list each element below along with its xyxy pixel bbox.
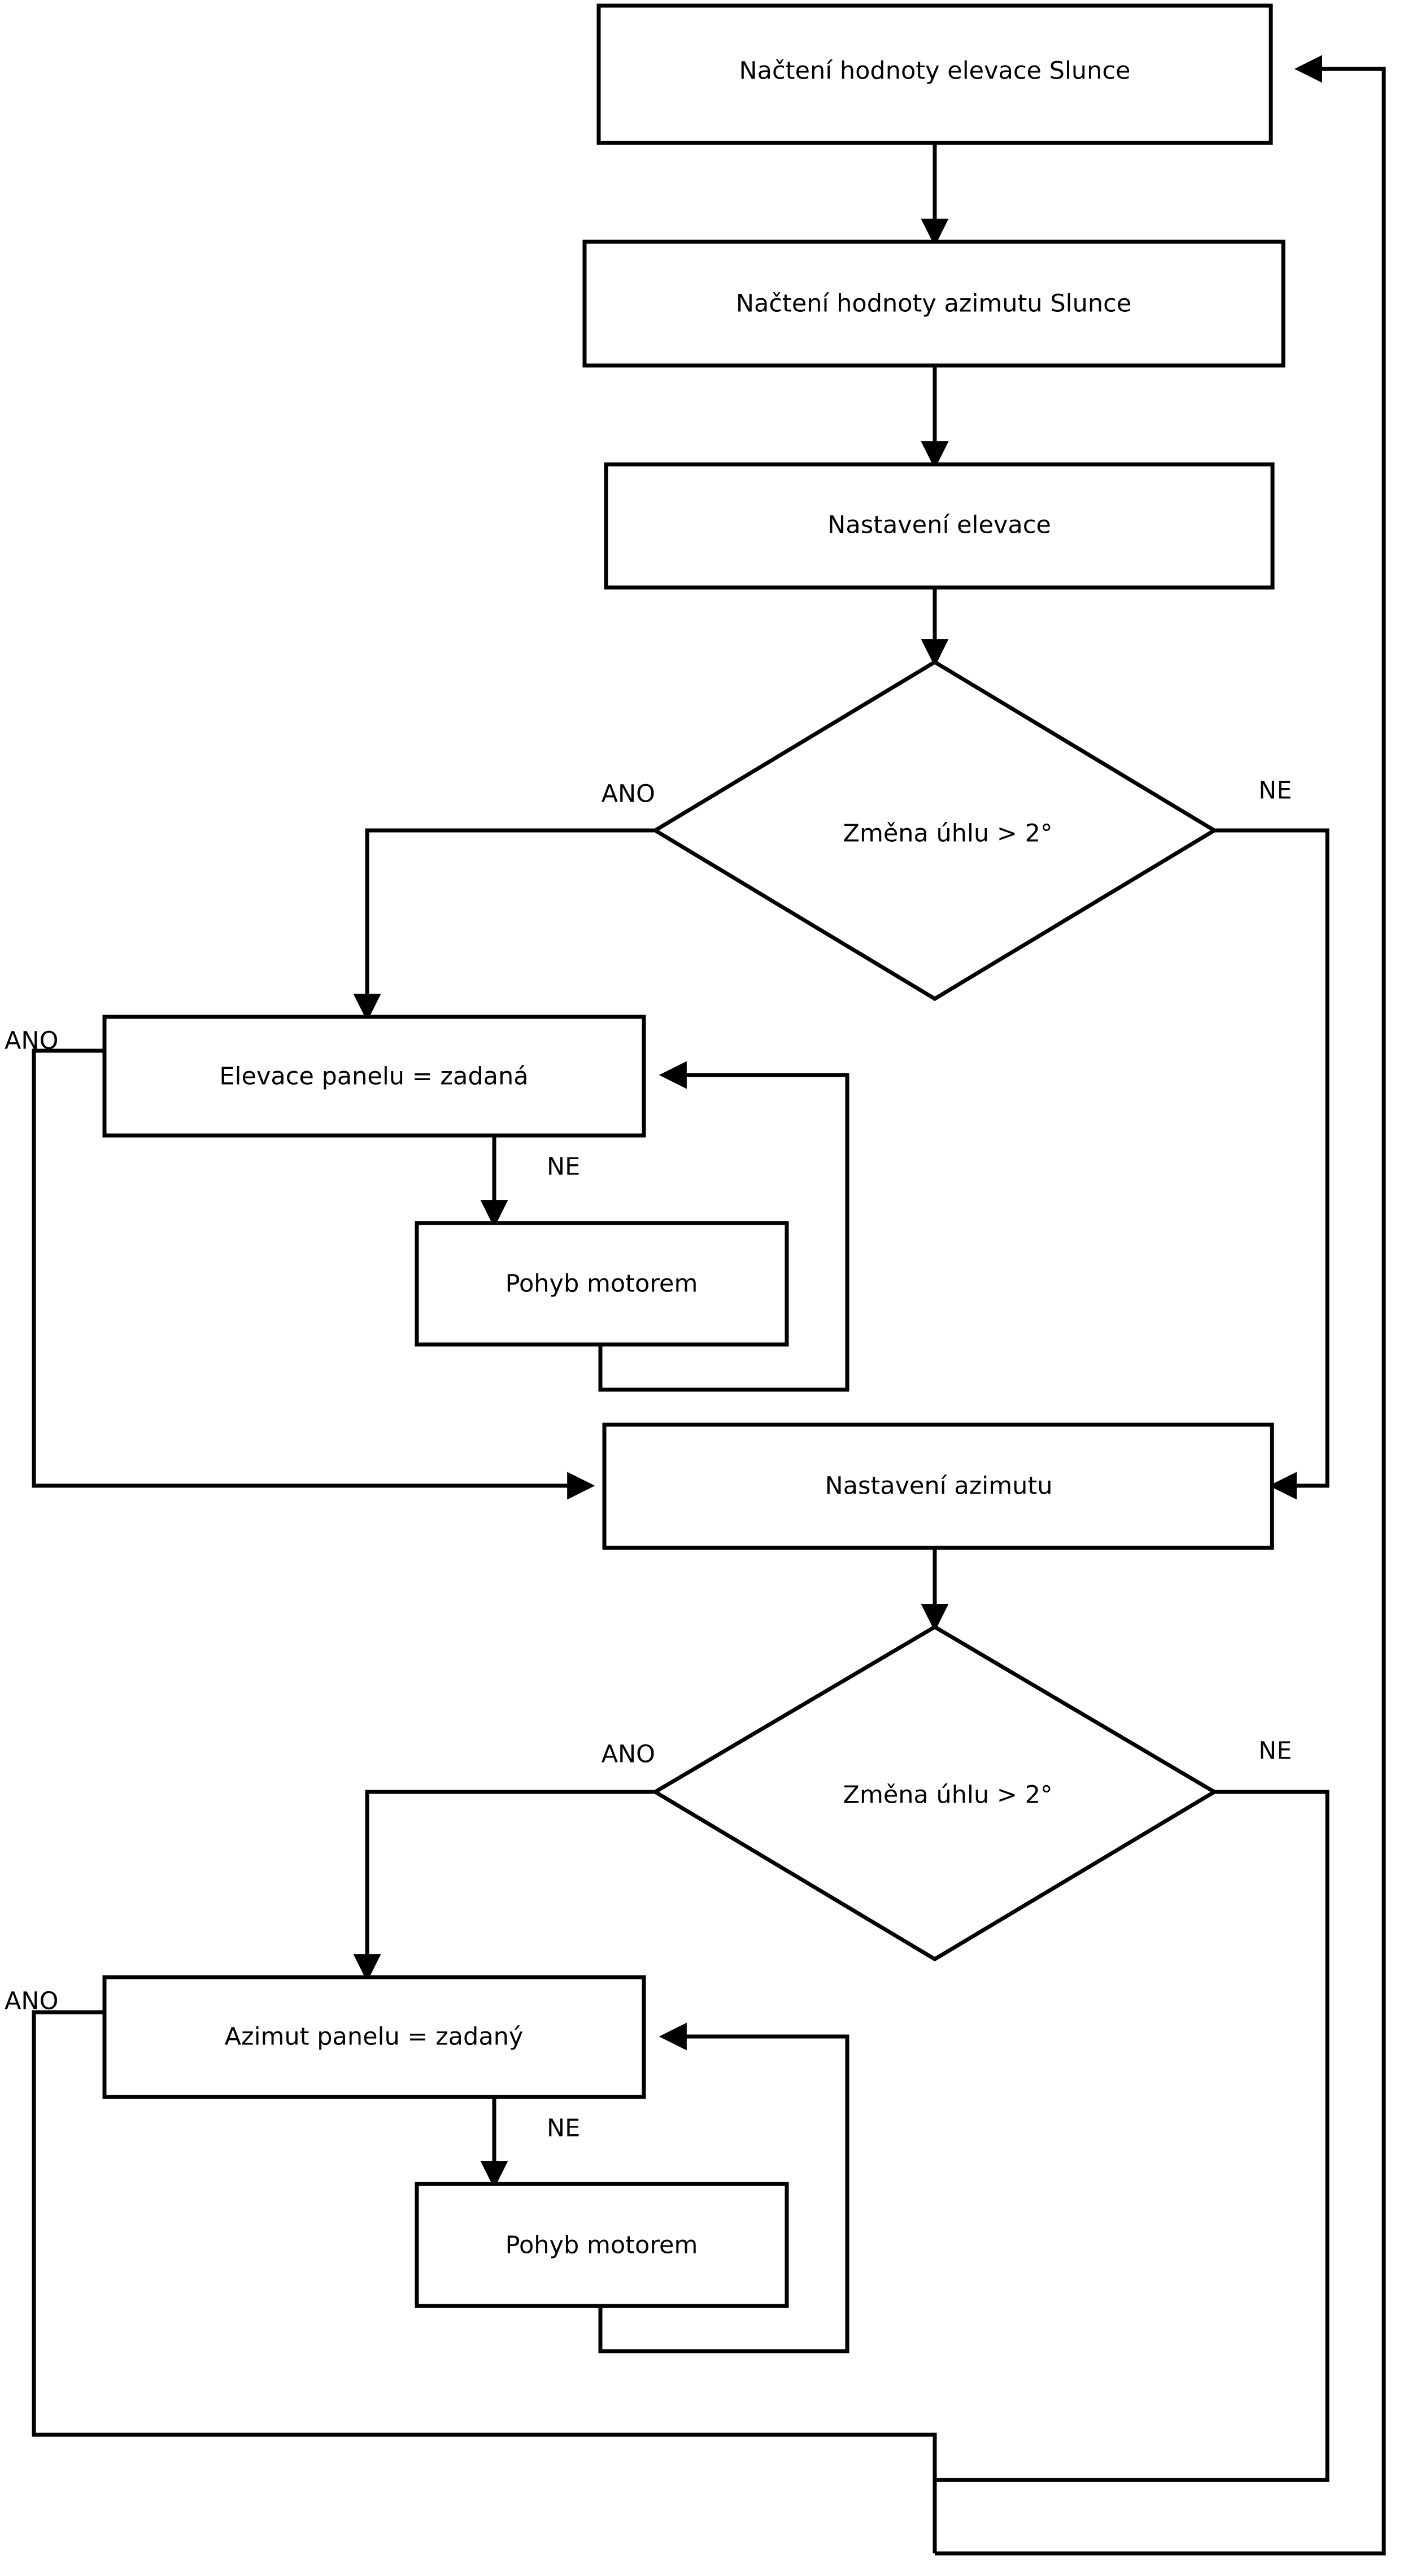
edge-label-decision-azimuth-yes: ANO — [601, 1740, 655, 1769]
node-decision-azimuth-label: Změna úhlu > 2° — [843, 1781, 1053, 1809]
edge-label-decision-elevation-yes: ANO — [601, 780, 655, 808]
node-set-elevation — [606, 464, 1273, 588]
node-elevation-panel-equals — [104, 1017, 644, 1135]
edge-decision-elevation-yes — [367, 830, 654, 1017]
node-read-elevation-label: Načtení hodnoty elevace Slunce — [739, 56, 1131, 85]
node-read-azimuth — [585, 242, 1283, 365]
edge-label-decision-azimuth-no: NE — [1258, 1737, 1292, 1765]
edge-decision-elevation-no — [1214, 830, 1327, 1486]
node-set-elevation-label: Nastavení elevace — [827, 511, 1051, 539]
node-motor-move-elevation — [417, 1223, 787, 1344]
node-decision-azimuth — [655, 1627, 1214, 1959]
node-motor-move-azimuth — [417, 2184, 787, 2306]
edge-label-elevation-panel-no: NE — [547, 1152, 581, 1181]
edge-label-elevation-panel-yes: ANO — [5, 1026, 59, 1055]
node-read-azimuth-label: Načtení hodnoty azimutu Slunce — [735, 289, 1132, 318]
node-azimuth-panel-equals — [104, 1977, 644, 2097]
node-elevation-panel-equals-label: Elevace panelu = zadaná — [219, 1062, 529, 1091]
edge-label-azimuth-panel-yes: ANO — [5, 1987, 59, 2016]
node-read-elevation — [599, 6, 1271, 143]
node-motor-move-elevation-label: Pohyb motorem — [505, 1269, 698, 1298]
edge-label-decision-elevation-no: NE — [1258, 776, 1292, 805]
edge-decision-azimuth-yes — [367, 1792, 654, 1977]
node-azimuth-panel-equals-label: Azimut panelu = zadaný — [224, 2022, 524, 2051]
node-set-azimuth — [604, 1425, 1272, 1548]
node-set-azimuth-label: Nastavení azimutu — [825, 1472, 1053, 1500]
node-decision-elevation-label: Změna úhlu > 2° — [843, 819, 1053, 848]
edge-loop-back-to-start — [935, 69, 1384, 2553]
node-decision-elevation — [655, 662, 1214, 999]
edge-label-azimuth-panel-no: NE — [547, 2114, 581, 2143]
node-motor-move-azimuth-label: Pohyb motorem — [505, 2231, 698, 2260]
